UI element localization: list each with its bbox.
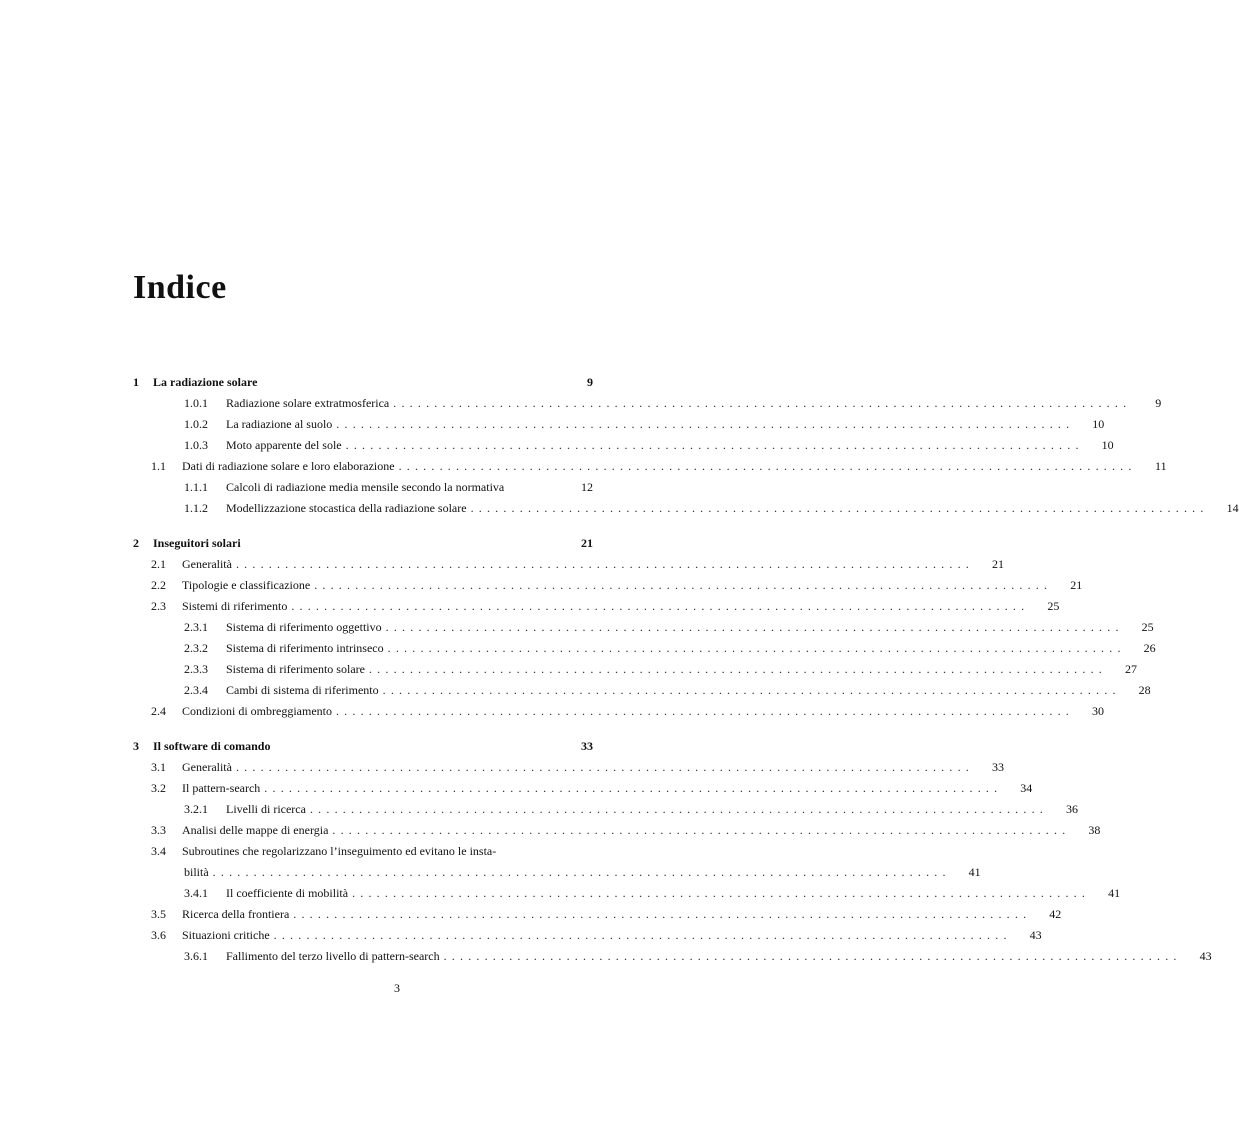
toc-page: 36 — [1065, 802, 1078, 816]
page-title: Indice — [133, 269, 227, 306]
toc-entry-2-4[interactable] — [133, 701, 1104, 722]
dot-leader: .......................................................................................... — [470, 501, 1209, 515]
dot-leader: .......................................................................................... — [273, 928, 1012, 942]
table-of-contents — [133, 372, 1239, 967]
toc-title: Generalità — [182, 557, 232, 571]
toc-entry-1-1-1[interactable] — [133, 477, 593, 498]
toc-title: Tipologie e classificazione — [182, 578, 311, 592]
toc-number: 3.6 — [151, 928, 166, 942]
dot-leader: .......................................................................................... — [235, 557, 974, 571]
toc-page: 27 — [1124, 662, 1137, 676]
toc-title: Sistema di riferimento oggettivo — [226, 620, 382, 634]
page-number: 3 — [394, 981, 400, 995]
dot-leader: .......................................................................................... — [382, 683, 1121, 697]
toc-page: 43 — [1029, 928, 1042, 942]
toc-number: 2.1 — [151, 557, 166, 571]
toc-title: Generalità — [182, 760, 232, 774]
toc-number: 3.1 — [151, 760, 166, 774]
toc-number: 2.3.4 — [184, 683, 208, 697]
toc-chapter-1[interactable] — [133, 372, 593, 393]
dot-leader: .......................................................................................... — [385, 620, 1124, 634]
toc-title: Sistema di riferimento intrinseco — [226, 641, 384, 655]
toc-chapter-3[interactable] — [133, 736, 593, 757]
toc-entry-3-2[interactable] — [133, 778, 1033, 799]
toc-number: 1.0.1 — [184, 396, 208, 410]
toc-number: 3.6.1 — [184, 949, 208, 963]
toc-entry-3-5[interactable] — [133, 904, 1062, 925]
toc-title: Livelli di ricerca — [226, 802, 306, 816]
toc-number: 2.3.1 — [184, 620, 208, 634]
dot-leader: .......................................................................................... — [235, 760, 974, 774]
toc-page: 12 — [581, 480, 593, 494]
toc-entry-3-4[interactable] — [133, 841, 593, 862]
toc-entry-3-4-continuation[interactable] — [133, 862, 981, 883]
toc-number: 3.4 — [151, 844, 166, 858]
toc-number: 3.2.1 — [184, 802, 208, 816]
toc-title: Inseguitori solari — [153, 536, 241, 550]
toc-page: 25 — [1141, 620, 1154, 634]
toc-page: 9 — [1155, 396, 1162, 410]
dot-leader: .......................................................................................... — [335, 704, 1074, 718]
toc-title: La radiazione al suolo — [226, 417, 333, 431]
toc-entry-2-3-2[interactable] — [133, 638, 1156, 659]
toc-number: 1.1 — [151, 459, 166, 473]
toc-entry-3-2-1[interactable] — [133, 799, 1078, 820]
dot-leader: .......................................................................................... — [336, 417, 1075, 431]
toc-number: 2 — [133, 536, 139, 550]
toc-page: 25 — [1047, 599, 1060, 613]
toc-title: Analisi delle mappe di energia — [182, 823, 329, 837]
toc-page: 41 — [1108, 886, 1121, 900]
dot-leader: .......................................................................................... — [309, 802, 1048, 816]
toc-page: 26 — [1143, 641, 1156, 655]
toc-title: Condizioni di ombreggiamento — [182, 704, 332, 718]
toc-chapter-2[interactable] — [133, 533, 593, 554]
toc-number: 1.0.2 — [184, 417, 208, 431]
toc-entry-1-0-1[interactable] — [133, 393, 1162, 414]
toc-page: 43 — [1199, 949, 1212, 963]
toc-page: 30 — [1091, 704, 1104, 718]
toc-page: 10 — [1092, 417, 1105, 431]
toc-entry-1-0-3[interactable] — [133, 435, 1114, 456]
toc-entry-1-0-2[interactable] — [133, 414, 1105, 435]
dot-leader: .......................................................................................... — [387, 641, 1126, 655]
dot-leader: .......................................................................................... — [398, 459, 1137, 473]
toc-number: 2.3.2 — [184, 641, 208, 655]
toc-title: Cambi di sistema di riferimento — [226, 683, 379, 697]
toc-entry-2-1[interactable] — [133, 554, 1004, 575]
toc-title: Il software di comando — [153, 739, 271, 753]
toc-title: Modellizzazione stocastica della radiazione solare — [226, 501, 467, 515]
toc-entry-3-4-1[interactable] — [133, 883, 1121, 904]
dot-leader: .......................................................................................... — [212, 865, 951, 879]
toc-title: Il coefficiente di mobilità — [226, 886, 349, 900]
toc-title: Calcoli di radiazione media mensile secondo la normativa — [226, 480, 505, 494]
dot-leader: .......................................................................................... — [345, 438, 1084, 452]
toc-title: Radiazione solare extratmosferica — [226, 396, 390, 410]
dot-leader: .......................................................................................... — [352, 886, 1091, 900]
toc-page: 9 — [587, 375, 593, 389]
toc-page: 33 — [581, 739, 593, 753]
toc-number: 2.3.3 — [184, 662, 208, 676]
toc-title: Sistemi di riferimento — [182, 599, 288, 613]
toc-page: 41 — [968, 865, 981, 879]
toc-page: 33 — [991, 760, 1004, 774]
toc-page: 42 — [1049, 907, 1062, 921]
dot-leader: .......................................................................................... — [314, 578, 1053, 592]
toc-title: Dati di radiazione solare e loro elaborazione — [182, 459, 395, 473]
toc-entry-2-3-1[interactable] — [133, 617, 1154, 638]
toc-entry-3-6[interactable] — [133, 925, 1042, 946]
dot-leader: .......................................................................................... — [368, 662, 1107, 676]
toc-entry-3-1[interactable] — [133, 757, 1004, 778]
toc-number: 3.3 — [151, 823, 166, 837]
toc-number: 3.5 — [151, 907, 166, 921]
toc-entry-2-3-3[interactable] — [133, 659, 1137, 680]
toc-page: 10 — [1101, 438, 1114, 452]
toc-page: 28 — [1138, 683, 1151, 697]
toc-title: Sistema di riferimento solare — [226, 662, 365, 676]
toc-number: 1.0.3 — [184, 438, 208, 452]
toc-number: 3 — [133, 739, 139, 753]
toc-number: 1.1.2 — [184, 501, 208, 515]
toc-title: Il pattern-search — [182, 781, 261, 795]
toc-number: 1 — [133, 375, 139, 389]
toc-page: 21 — [1070, 578, 1083, 592]
toc-page: 38 — [1088, 823, 1101, 837]
toc-entry-3-3[interactable] — [133, 820, 1101, 841]
toc-entry-1-1-2[interactable] — [133, 498, 1239, 519]
toc-entry-2-2[interactable] — [133, 575, 1083, 596]
toc-entry-2-3-4[interactable] — [133, 680, 1151, 701]
toc-title-continuation: bilità — [184, 865, 209, 879]
toc-page: 14 — [1226, 501, 1239, 515]
toc-title: Ricerca della frontiera — [182, 907, 290, 921]
dot-leader: .......................................................................................... — [393, 396, 1132, 410]
toc-number: 2.2 — [151, 578, 166, 592]
toc-number: 2.3 — [151, 599, 166, 613]
dot-leader: .......................................................................................... — [332, 823, 1071, 837]
dot-leader: .......................................................................................... — [443, 949, 1182, 963]
toc-number: 2.4 — [151, 704, 166, 718]
toc-entry-3-6-1[interactable] — [133, 946, 1212, 967]
toc-page: 21 — [581, 536, 593, 550]
toc-title: Fallimento del terzo livello di pattern-search — [226, 949, 440, 963]
dot-leader: .......................................................................................... — [264, 781, 1003, 795]
toc-number: 1.1.1 — [184, 480, 208, 494]
dot-leader: .......................................................................................... — [293, 907, 1032, 921]
dot-leader: .......................................................................................... — [291, 599, 1030, 613]
toc-title: Moto apparente del sole — [226, 438, 342, 452]
toc-entry-2-3[interactable] — [133, 596, 1060, 617]
toc-entry-1-1[interactable] — [133, 456, 1167, 477]
toc-title: Subroutines che regolarizzano l’inseguimento ed evitano le insta- — [182, 844, 497, 858]
toc-page: 21 — [991, 557, 1004, 571]
toc-number: 3.4.1 — [184, 886, 208, 900]
toc-page: 11 — [1155, 459, 1167, 473]
toc-number: 3.2 — [151, 781, 166, 795]
toc-title: La radiazione solare — [153, 375, 258, 389]
toc-page: 34 — [1020, 781, 1033, 795]
toc-title: Situazioni critiche — [182, 928, 270, 942]
